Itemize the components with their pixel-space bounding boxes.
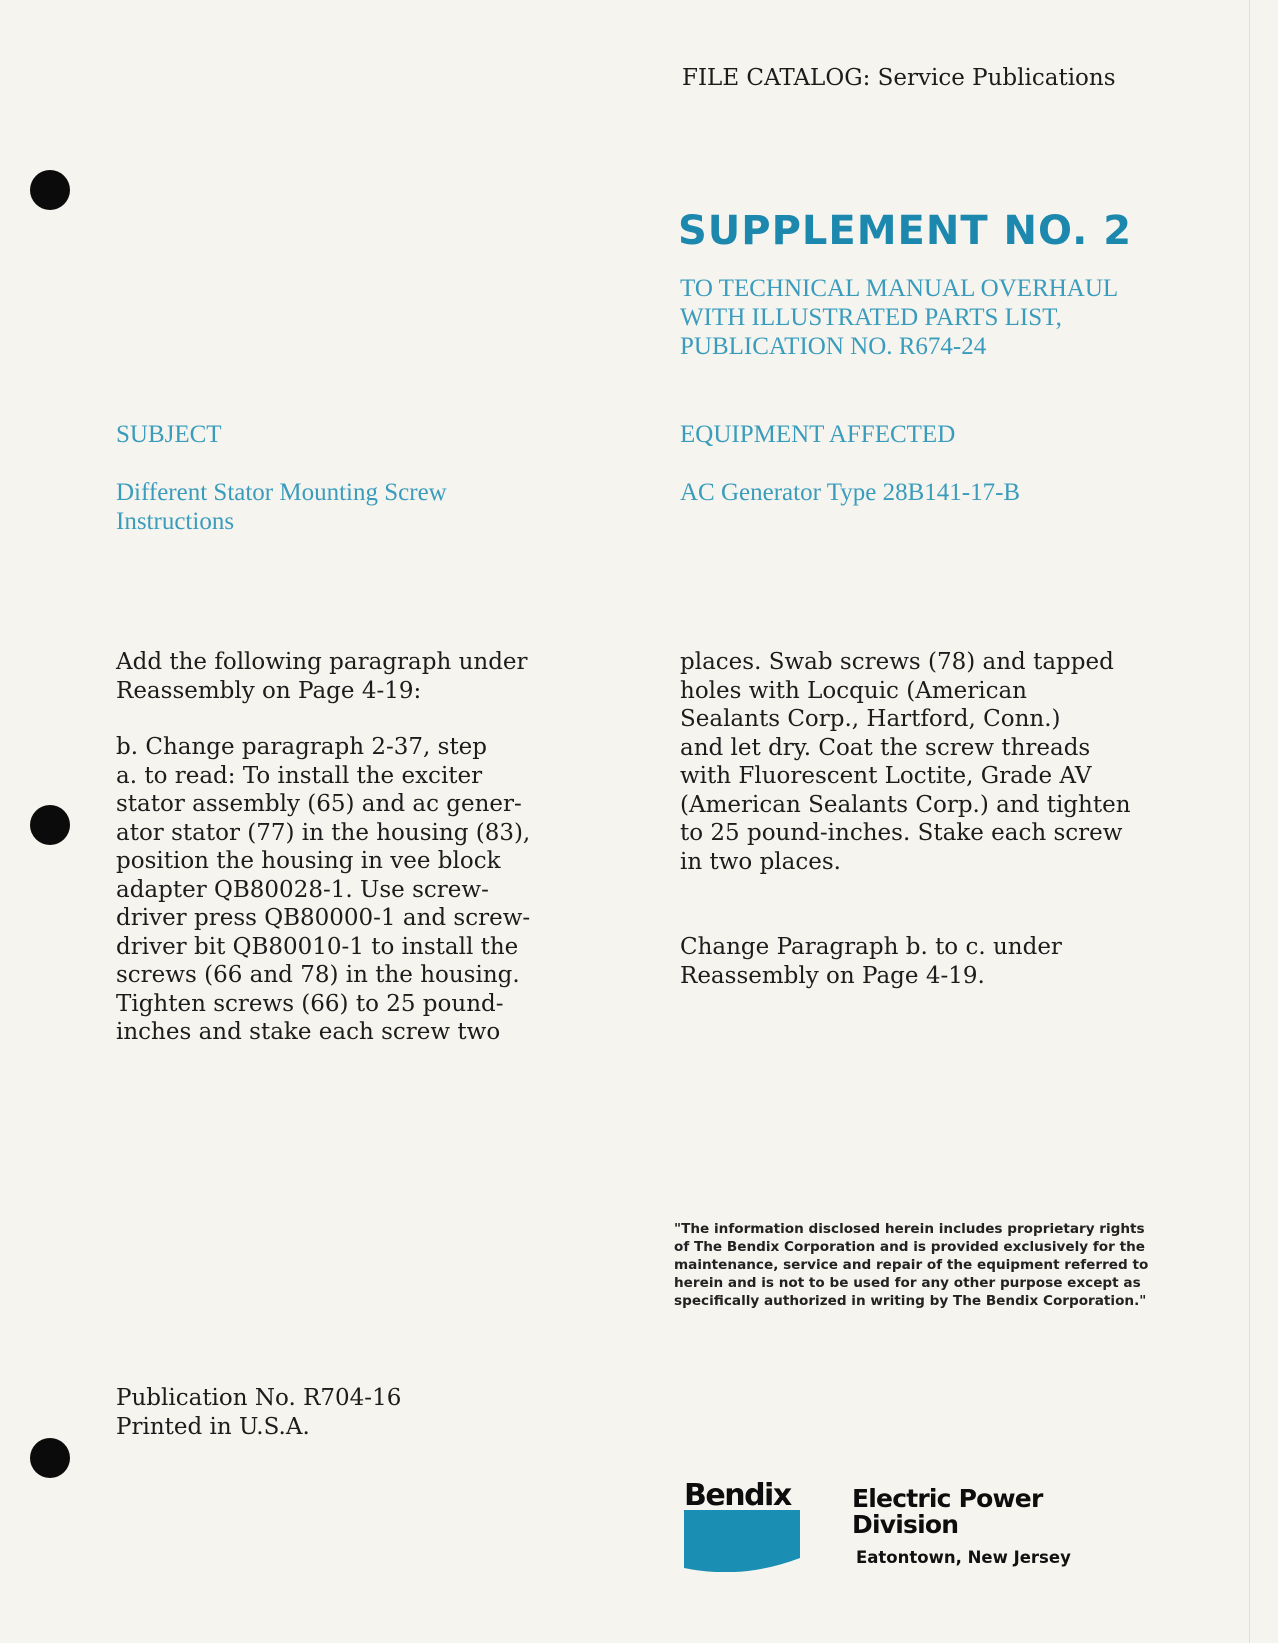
division-name: Electric Power Division [852,1484,1043,1539]
body-continuation-paragraph: places. Swab screws (78) and tapped holes with Locquic (American Sealants Corp., Hartford, Conn.) and let dry. Coat the screw threads with Fluorescent Loctite, Grade AV (American Sealants Corp.) and tighten to 25 pound-inches. Stake each screw in two places. [680,649,1131,875]
equipment-affected-text: AC Generator Type 28B141-17-B [680,479,1021,506]
body-intro-paragraph: Add the following paragraph under Reassembly on Page 4-19: [116,649,528,704]
division-location: Eatontown, New Jersey [856,1548,1071,1567]
body-change-paragraph: Change Paragraph b. to c. under Reassembly on Page 4-19. [680,934,1062,989]
subject-label: SUBJECT [116,421,222,448]
bendix-logo-text: Bendix [684,1478,791,1513]
supplement-title: SUPPLEMENT NO. 2 [678,208,1133,254]
binder-hole-bottom [30,1438,70,1478]
body-step-paragraph: b. Change paragraph 2-37, step a. to read: To install the exciter stator assembly (65) and ac gener- ator stator (77) in the housing (83), position the housing in vee block adapter QB80028-1. Use screw- driver press QB80000-1 and screw- driver bit QB80010-1 to install the screws (66 and 78) in the housing. Tighten screws (66) to 25 pound- inches and stake each screw two [116,734,531,1045]
subject-text: Different Stator Mounting Screw Instructions [116,479,447,535]
supplement-subtitle: TO TECHNICAL MANUAL OVERHAUL WITH ILLUSTRATED PARTS LIST, PUBLICATION NO. R674-24 [680,275,1119,360]
publication-number: Publication No. R704-16 Printed in U.S.A. [116,1385,402,1440]
proprietary-notice: "The information disclosed herein includes proprietary rights of The Bendix Corporation and is provided exclusively for the maintenance, service and repair of the equipment referred to herein and is not to be used for any other purpose except as specifically authorized in writing by The Bendix Corporation." [674,1221,1149,1309]
equipment-affected-label: EQUIPMENT AFFECTED [680,421,956,448]
body-left-column [116,648,596,1047]
binder-hole-top [30,170,70,210]
file-catalog-label: FILE CATALOG: Service Publications [682,65,1116,91]
body-right-column [680,648,1180,990]
page-edge [1249,0,1250,1643]
binder-hole-middle [30,805,70,845]
